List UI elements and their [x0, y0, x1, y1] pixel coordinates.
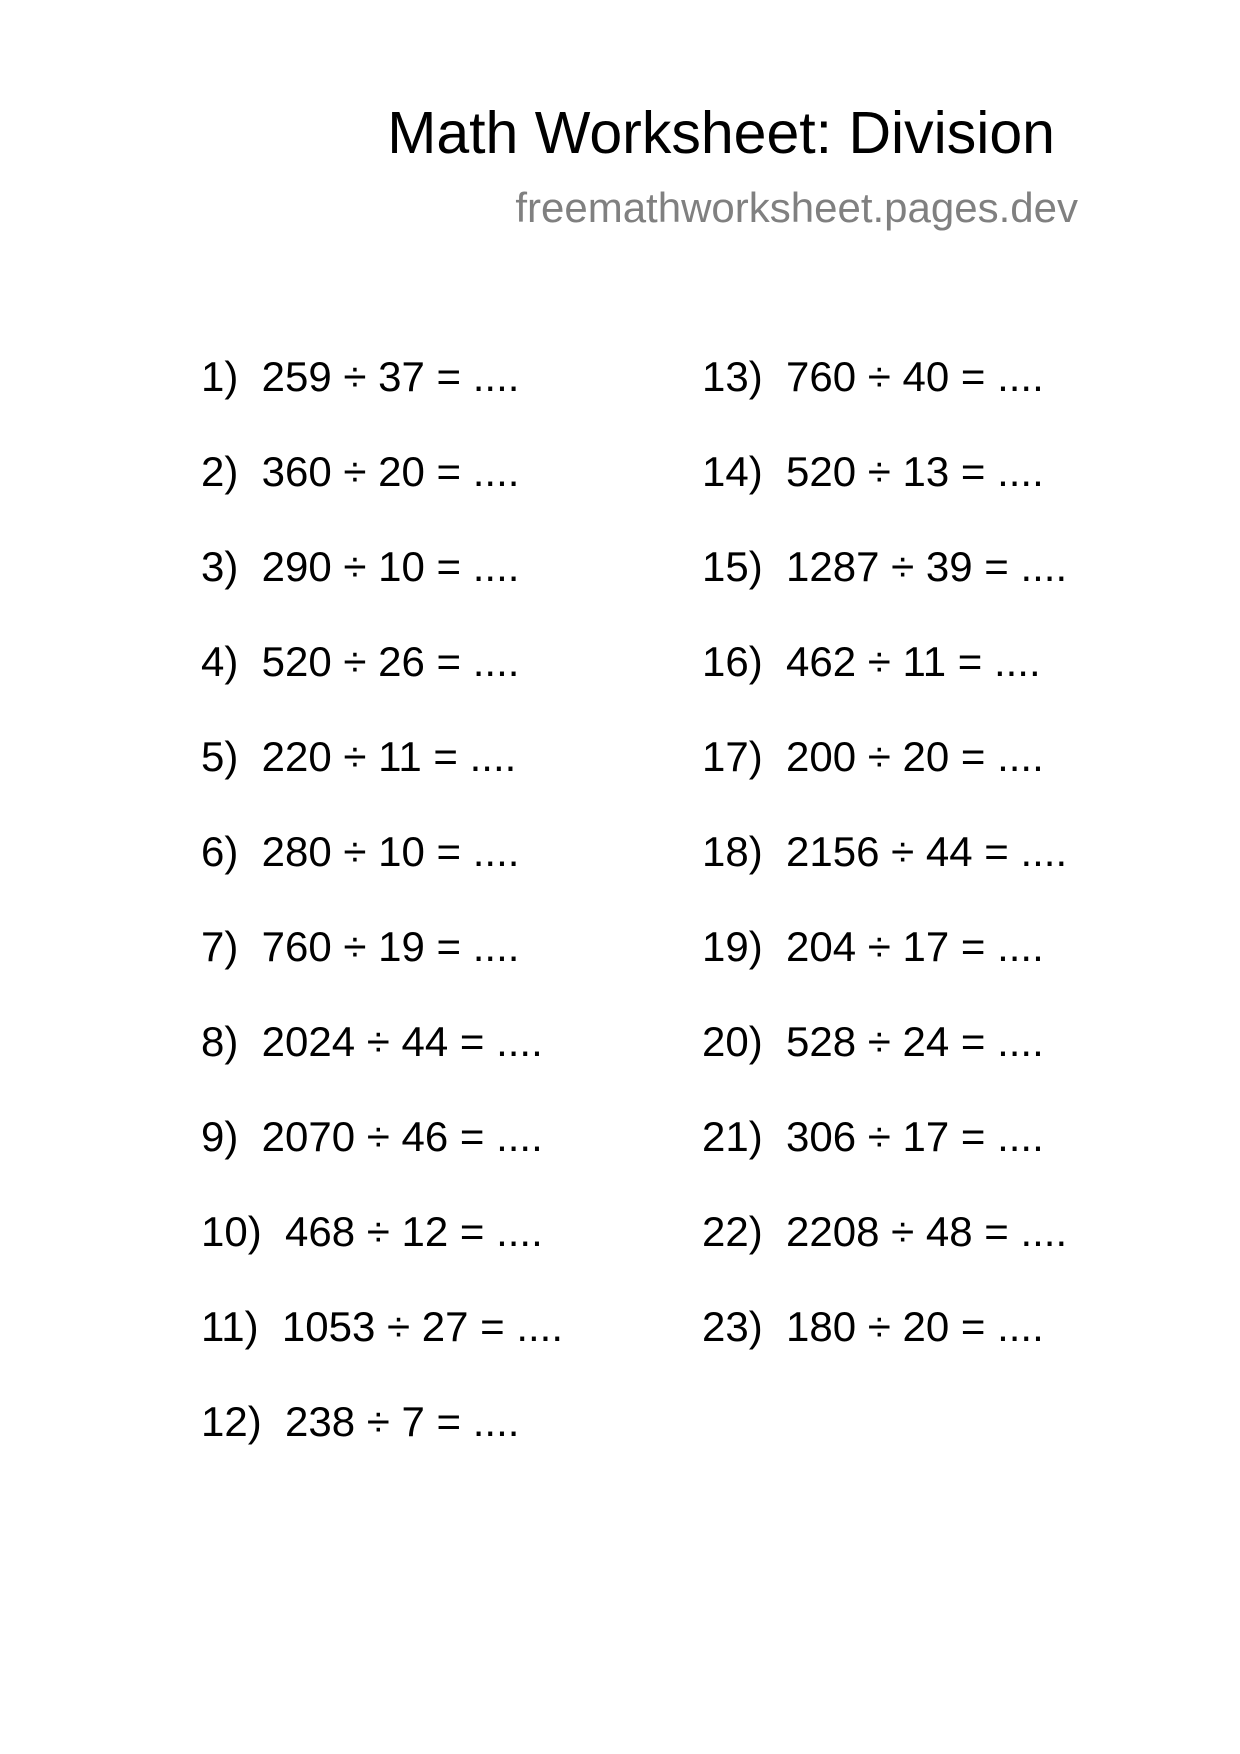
problem-18: 18) 2156 ÷ 44 = .... — [702, 828, 1068, 875]
problem-20: 20) 528 ÷ 24 = .... — [702, 1018, 1044, 1065]
problem-15: 15) 1287 ÷ 39 = .... — [702, 543, 1068, 590]
problem-column-left — [201, 352, 563, 1492]
problem-8: 8) 2024 ÷ 44 = .... — [201, 1018, 543, 1065]
problem-23: 23) 180 ÷ 20 = .... — [702, 1303, 1044, 1350]
problem-21: 21) 306 ÷ 17 = .... — [702, 1113, 1044, 1160]
problem-16: 16) 462 ÷ 11 = .... — [702, 638, 1041, 685]
problem-13: 13) 760 ÷ 40 = .... — [702, 353, 1044, 400]
problem-column-right — [702, 352, 1067, 1397]
problem-1: 1) 259 ÷ 37 = .... — [201, 353, 520, 400]
problem-11: 11) 1053 ÷ 27 = .... — [201, 1303, 564, 1350]
problem-7: 7) 760 ÷ 19 = .... — [201, 923, 520, 970]
problem-17: 17) 200 ÷ 20 = .... — [702, 733, 1044, 780]
problem-2: 2) 360 ÷ 20 = .... — [201, 448, 520, 495]
problem-19: 19) 204 ÷ 17 = .... — [702, 923, 1044, 970]
problem-3: 3) 290 ÷ 10 = .... — [201, 543, 520, 590]
site-url: freemathworksheet.pages.dev — [515, 184, 1078, 231]
problem-6: 6) 280 ÷ 10 = .... — [201, 828, 520, 875]
problem-12: 12) 238 ÷ 7 = .... — [201, 1398, 520, 1445]
problem-14: 14) 520 ÷ 13 = .... — [702, 448, 1044, 495]
problem-5: 5) 220 ÷ 11 = .... — [201, 733, 517, 780]
problem-10: 10) 468 ÷ 12 = .... — [201, 1208, 543, 1255]
problem-9: 9) 2070 ÷ 46 = .... — [201, 1113, 543, 1160]
problem-22: 22) 2208 ÷ 48 = .... — [702, 1208, 1068, 1255]
problem-4: 4) 520 ÷ 26 = .... — [201, 638, 520, 685]
page-title: Math Worksheet: Division — [387, 100, 1055, 166]
